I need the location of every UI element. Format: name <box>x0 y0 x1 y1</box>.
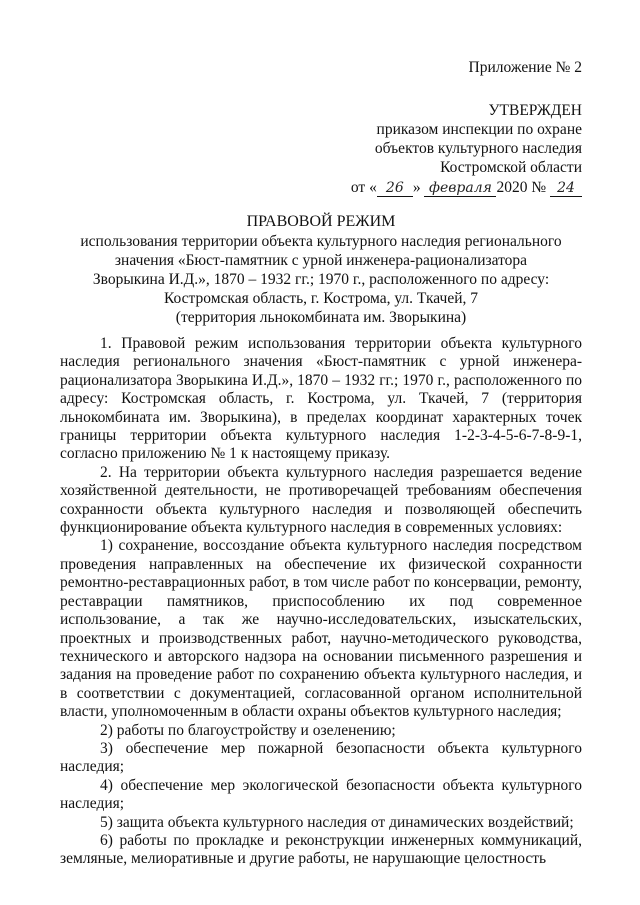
list-item: 5) защита объекта культурного наследия от динамических воздействий; <box>100 813 574 831</box>
heading-line: (территория льнокомбината им. Зворыкина) <box>175 309 467 326</box>
appendix-label: Приложение № 2 <box>468 59 582 76</box>
document-body <box>60 335 582 869</box>
heading-line: значения «Бюст-памятник с урной инженера-рационализатора <box>114 252 528 269</box>
approval-line: приказом инспекции по охране <box>376 121 582 138</box>
list-item: 1) сохранение, воссоздание объекта культурного наследия посредством проведения направленных на обеспечение их физической сохранности ремонтно-реставрационных работ, в том числе работ по консервации, ремонту, реставрации памятников, приспособлению их под современное использование, а так же научно-исследовательских, изыскательских, проектных и производственных работ, научно-методического руководства, технического и авторского надзора на основании письменного разрешения и задания на проведение работ по сохранению объекта культурного наследия, и в соответствии с документацией, согласованной органом исполнительной власти, уполномоченным в области охраны объектов культурного наследия; <box>60 537 582 721</box>
approval-line: объектов культурного наследия <box>374 140 582 157</box>
approval-line: Костромской области <box>440 159 582 176</box>
handwritten-day: 26 <box>377 180 413 197</box>
list-item: 4) обеспечение мер экологической безопасности объекта культурного наследия; <box>60 776 582 813</box>
approved-label: УТВЕРЖДЕН <box>488 102 582 119</box>
list-item: 3) обеспечение мер пожарной безопасности объекта культурного наследия; <box>60 739 582 776</box>
list-item: 6) работы по прокладке и реконструкции инженерных коммуникаций, земляные, мелиоративные и другие работы, не нарушающие целостность <box>60 831 582 868</box>
document-title: ПРАВОВОЙ РЕЖИМ <box>246 213 396 230</box>
paragraph: 2. На территории объекта культурного наследия разрешается ведение хозяйственной деятельности, не противоречащей требованиям обеспечения сохранности объекта культурного наследия и позволяющей обеспечить функционирование объекта культурного наследия в современных условиях: <box>60 463 582 537</box>
approval-date-line <box>351 178 582 197</box>
list-item: 2) работы по благоустройству и озеленению; <box>100 721 396 739</box>
document-heading <box>60 212 582 327</box>
heading-line: использования территории объекта культурного наследия регионального <box>80 233 562 250</box>
handwritten-month: февраля <box>424 180 496 197</box>
heading-line: Костромская область, г. Кострома, ул. Ткачей, 7 <box>163 290 479 307</box>
approval-block <box>351 58 582 197</box>
handwritten-order-number: 24 <box>550 180 582 197</box>
year-number-label: 2020 № <box>496 179 547 196</box>
quote-close: » <box>412 179 421 196</box>
paragraph: 1. Правовой режим использования территории объекта культурного наследия регионального значения «Бюст-памятник с урной инженера-рационализатора Зворыкина И.Д.», 1870 – 1932 гг.; 1970 г., расположенного по адресу: Костромская область, г. Кострома, ул. Ткачей, 7 (территория льнокомбината им. Зворыкина), в пределах координат характерных точек границы территории объекта культурного наследия 1-2-3-4-5-6-7-8-9-1, согласно приложению № 1 к настоящему приказу. <box>60 335 582 463</box>
from-prefix: от « <box>350 179 377 196</box>
heading-line: Зворыкина И.Д.», 1870 – 1932 гг.; 1970 г., расположенного по адресу: <box>92 271 550 288</box>
